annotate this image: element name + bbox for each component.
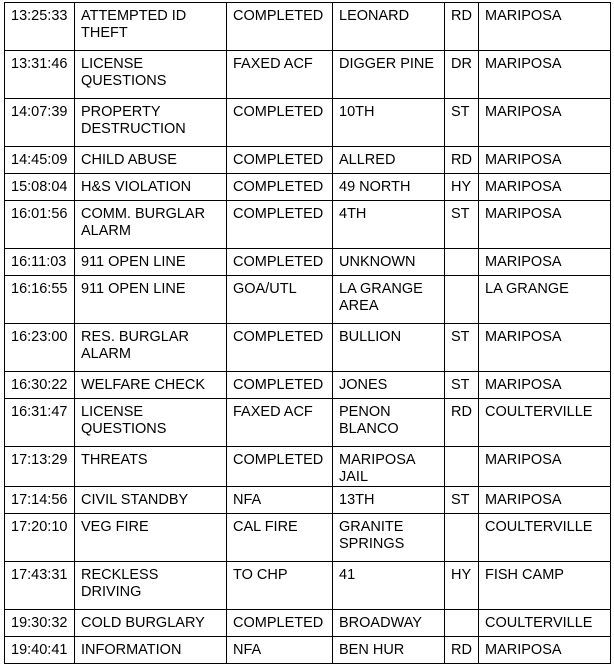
call-type-cell: RECKLESS DRIVING [75, 562, 227, 610]
table-row [5, 447, 611, 487]
table-row [5, 514, 611, 562]
table-row [5, 51, 611, 99]
street-suffix-cell [445, 610, 479, 637]
status-cell: CAL FIRE [227, 514, 333, 562]
call-type-cell: LICENSE QUESTIONS [75, 51, 227, 99]
street-cell: UNKNOWN [333, 249, 445, 276]
city-cell: MARIPOSA [479, 99, 611, 147]
time-cell: 14:45:09 [5, 147, 75, 174]
city-cell: MARIPOSA [479, 147, 611, 174]
call-type-cell: CHILD ABUSE [75, 147, 227, 174]
call-type-cell: COLD BURGLARY [75, 610, 227, 637]
table-row [5, 324, 611, 372]
city-cell: MARIPOSA [479, 447, 611, 487]
table-row [5, 487, 611, 514]
street-suffix-cell: RD [445, 399, 479, 447]
street-suffix-cell: ST [445, 99, 479, 147]
call-log-body [5, 3, 611, 664]
table-row [5, 3, 611, 51]
table-row [5, 99, 611, 147]
status-cell: TO CHP [227, 562, 333, 610]
call-type-cell: LICENSE QUESTIONS [75, 399, 227, 447]
street-suffix-cell: RD [445, 3, 479, 51]
status-cell: COMPLETED [227, 447, 333, 487]
street-suffix-cell: RD [445, 637, 479, 664]
city-cell: MARIPOSA [479, 324, 611, 372]
time-cell: 17:20:10 [5, 514, 75, 562]
call-type-cell: 911 OPEN LINE [75, 276, 227, 324]
status-cell: COMPLETED [227, 3, 333, 51]
time-cell: 13:31:46 [5, 51, 75, 99]
time-cell: 16:31:47 [5, 399, 75, 447]
street-suffix-cell [445, 249, 479, 276]
street-cell: JONES [333, 372, 445, 399]
street-suffix-cell [445, 447, 479, 487]
street-cell: 41 [333, 562, 445, 610]
call-type-cell: H&S VIOLATION [75, 174, 227, 201]
status-cell: FAXED ACF [227, 399, 333, 447]
street-cell: BROADWAY [333, 610, 445, 637]
street-cell: ALLRED [333, 147, 445, 174]
time-cell: 19:30:32 [5, 610, 75, 637]
call-log-table [4, 2, 611, 664]
time-cell: 14:07:39 [5, 99, 75, 147]
street-suffix-cell: ST [445, 324, 479, 372]
call-type-cell: THREATS [75, 447, 227, 487]
city-cell: MARIPOSA [479, 372, 611, 399]
city-cell: MARIPOSA [479, 637, 611, 664]
call-type-cell: RES. BURGLAR ALARM [75, 324, 227, 372]
street-suffix-cell: HY [445, 174, 479, 201]
street-cell: BEN HUR [333, 637, 445, 664]
city-cell: COULTERVILLE [479, 514, 611, 562]
time-cell: 15:08:04 [5, 174, 75, 201]
time-cell: 16:11:03 [5, 249, 75, 276]
call-type-cell: 911 OPEN LINE [75, 249, 227, 276]
street-cell: BULLION [333, 324, 445, 372]
status-cell: FAXED ACF [227, 51, 333, 99]
street-suffix-cell: DR [445, 51, 479, 99]
time-cell: 16:01:56 [5, 201, 75, 249]
time-cell: 16:30:22 [5, 372, 75, 399]
street-cell: 10TH [333, 99, 445, 147]
status-cell: COMPLETED [227, 324, 333, 372]
street-suffix-cell [445, 514, 479, 562]
table-row [5, 276, 611, 324]
call-type-cell: CIVIL STANDBY [75, 487, 227, 514]
status-cell: NFA [227, 487, 333, 514]
time-cell: 13:25:33 [5, 3, 75, 51]
status-cell: COMPLETED [227, 99, 333, 147]
city-cell: FISH CAMP [479, 562, 611, 610]
table-row [5, 201, 611, 249]
street-cell: 4TH [333, 201, 445, 249]
street-cell: 13TH [333, 487, 445, 514]
street-suffix-cell: RD [445, 147, 479, 174]
table-row [5, 147, 611, 174]
street-suffix-cell [445, 276, 479, 324]
status-cell: COMPLETED [227, 610, 333, 637]
street-cell: LA GRANGE AREA [333, 276, 445, 324]
call-type-cell: WELFARE CHECK [75, 372, 227, 399]
time-cell: 17:43:31 [5, 562, 75, 610]
street-cell: PENON BLANCO [333, 399, 445, 447]
street-suffix-cell: ST [445, 201, 479, 249]
street-cell: DIGGER PINE [333, 51, 445, 99]
city-cell: COULTERVILLE [479, 399, 611, 447]
call-type-cell: VEG FIRE [75, 514, 227, 562]
city-cell: COULTERVILLE [479, 610, 611, 637]
table-row [5, 249, 611, 276]
call-type-cell: COMM. BURGLAR ALARM [75, 201, 227, 249]
status-cell: COMPLETED [227, 249, 333, 276]
street-suffix-cell: ST [445, 487, 479, 514]
table-row [5, 399, 611, 447]
status-cell: COMPLETED [227, 372, 333, 399]
street-cell: LEONARD [333, 3, 445, 51]
status-cell: COMPLETED [227, 201, 333, 249]
street-cell: 49 NORTH [333, 174, 445, 201]
table-row [5, 637, 611, 664]
city-cell: MARIPOSA [479, 3, 611, 51]
street-cell: GRANITE SPRINGS [333, 514, 445, 562]
street-suffix-cell: ST [445, 372, 479, 399]
street-suffix-cell: HY [445, 562, 479, 610]
call-type-cell: INFORMATION [75, 637, 227, 664]
time-cell: 16:23:00 [5, 324, 75, 372]
city-cell: MARIPOSA [479, 487, 611, 514]
status-cell: COMPLETED [227, 147, 333, 174]
city-cell: MARIPOSA [479, 174, 611, 201]
status-cell: COMPLETED [227, 174, 333, 201]
call-type-cell: PROPERTY DESTRUCTION [75, 99, 227, 147]
table-row [5, 610, 611, 637]
city-cell: LA GRANGE [479, 276, 611, 324]
city-cell: MARIPOSA [479, 51, 611, 99]
city-cell: MARIPOSA [479, 249, 611, 276]
time-cell: 16:16:55 [5, 276, 75, 324]
table-row [5, 174, 611, 201]
call-type-cell: ATTEMPTED ID THEFT [75, 3, 227, 51]
city-cell: MARIPOSA [479, 201, 611, 249]
time-cell: 17:13:29 [5, 447, 75, 487]
status-cell: GOA/UTL [227, 276, 333, 324]
table-row [5, 372, 611, 399]
table-row [5, 562, 611, 610]
status-cell: NFA [227, 637, 333, 664]
street-cell: MARIPOSA JAIL [333, 447, 445, 487]
time-cell: 19:40:41 [5, 637, 75, 664]
time-cell: 17:14:56 [5, 487, 75, 514]
